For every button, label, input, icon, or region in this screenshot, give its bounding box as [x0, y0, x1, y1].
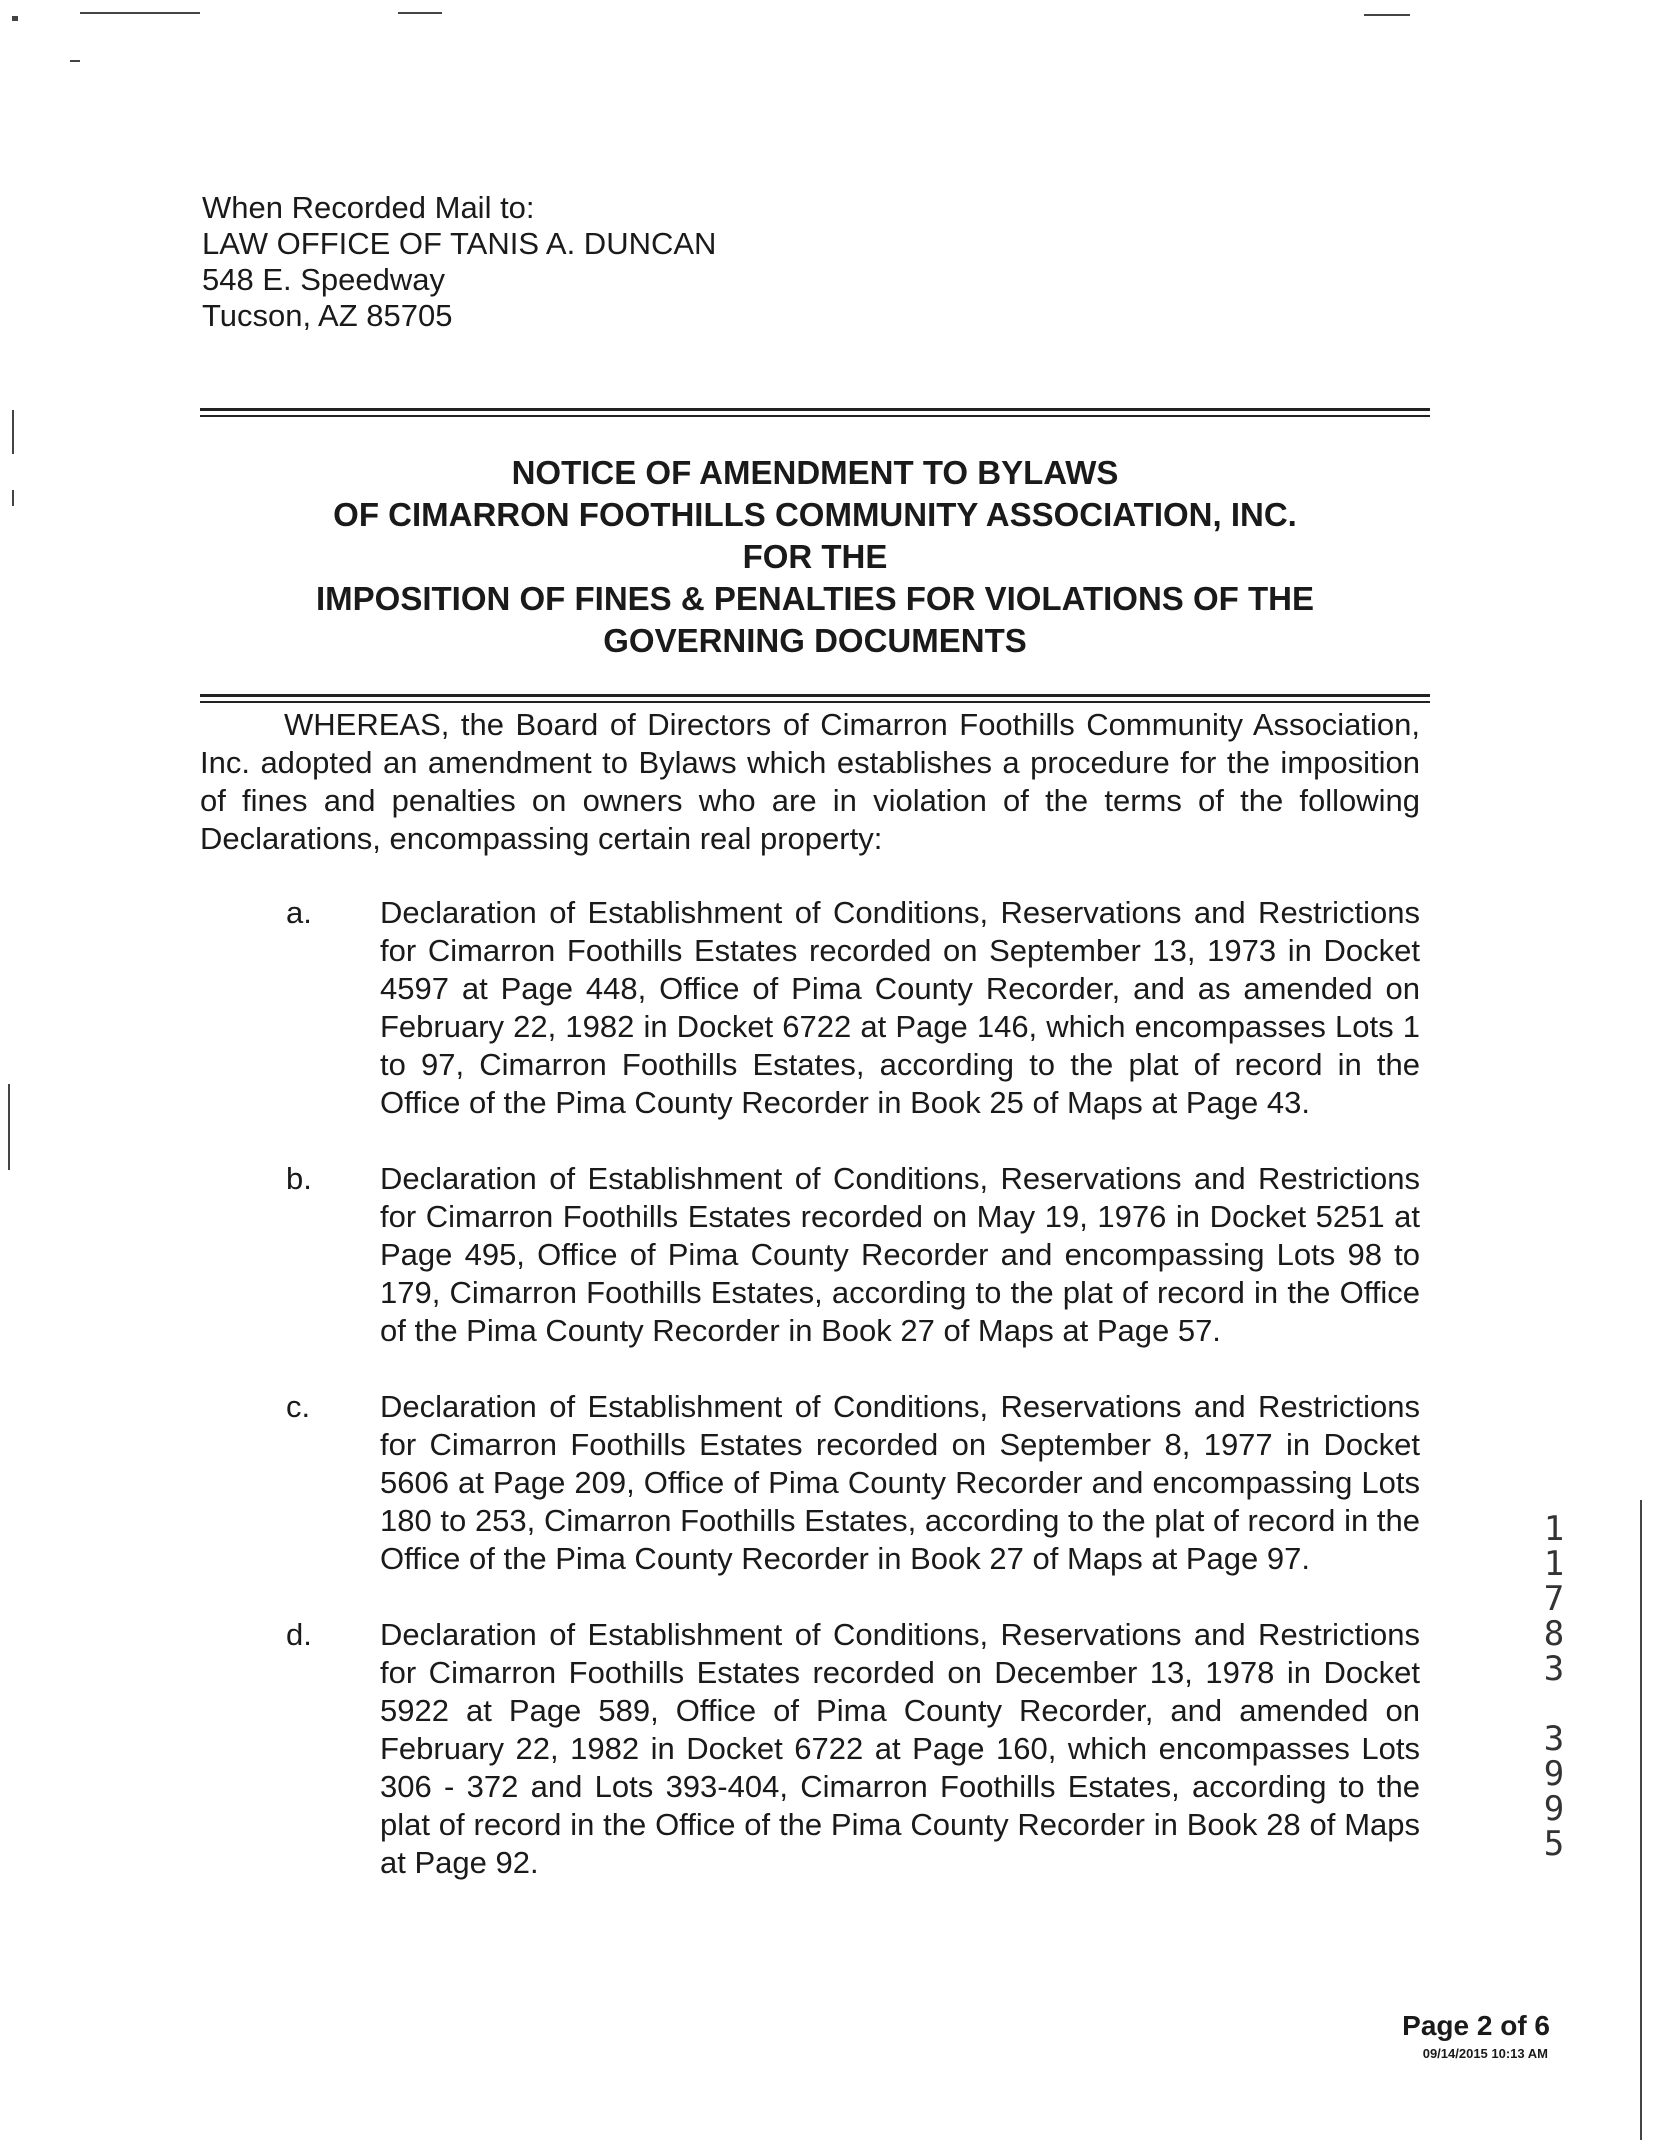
document-heading: [200, 452, 1430, 662]
recording-gap: [1534, 1687, 1574, 1722]
mail-to-label: When Recorded Mail to:: [202, 190, 535, 225]
recording-digit: 3: [1543, 1649, 1565, 1689]
whereas-paragraph: WHEREAS, the Board of Directors of Cimarron Foothills Community Association, Inc. adopted an amendment to Bylaws which establishes a procedure for the imposition of fines and penalties on owners who are in violation of the terms of the following Declarations, encompassing certain real property:: [200, 707, 1420, 856]
list-item-letter: c.: [286, 1389, 311, 1424]
list-item-text: Declaration of Establishment of Conditions, Reservations and Restrictions for Cimarron Foothills Estates recorded on September 13, 1973 in Docket 4597 at Page 448, Office of Pima County Recorder, and as amended on February 22, 1982 in Docket 6722 at Page 146, which encompasses Lots 1 to 97, Cimarron Foothills Estates, according to the plat of record in the Office of the Pima County Recorder in Book 25 of Maps at Page 43.: [380, 895, 1420, 1120]
list-item-letter: a.: [286, 895, 312, 930]
list-item-text: Declaration of Establishment of Conditions, Reservations and Restrictions for Cimarron Foothills Estates recorded on September 8, 1977 in Docket 5606 at Page 209, Office of Pima County Recorder and encompassing Lots 180 to 253, Cimarron Foothills Estates, according to the plat of record in the Office of the Pima County Recorder in Book 27 of Maps at Page 97.: [380, 1389, 1420, 1576]
top-divider: [200, 408, 1430, 417]
recording-digit: 8: [1543, 1614, 1565, 1654]
list-item: [280, 1616, 1420, 1882]
list-item-text: Declaration of Establishment of Conditions, Reservations and Restrictions for Cimarron Foothills Estates recorded on December 13, 1978 in Docket 5922 at Page 589, Office of Pima County Recorder, and amended on February 22, 1982 in Docket 6722 at Page 160, which encompasses Lots 306 - 372 and Lots 393-404, Cimarron Foothills Estates, according to the plat of record in the Office of the Pima County Recorder in Book 28 of Maps at Page 92.: [380, 1617, 1420, 1880]
list-item-letter: d.: [286, 1617, 312, 1652]
recording-number: [1534, 1509, 1574, 1864]
recording-digit: 9: [1543, 1754, 1565, 1794]
heading-line-5: GOVERNING DOCUMENTS: [603, 622, 1027, 659]
heading-divider: [200, 694, 1430, 703]
mail-to-city: Tucson, AZ 85705: [202, 298, 453, 333]
scan-artifact: [8, 1084, 10, 1170]
scan-artifact: [12, 490, 14, 506]
recording-digit: 1: [1543, 1544, 1565, 1584]
mail-to-office: LAW OFFICE OF TANIS A. DUNCAN: [202, 226, 717, 261]
list-item: [280, 1160, 1420, 1350]
page-number: Page 2 of 6: [1402, 2010, 1550, 2041]
list-item-text: Declaration of Establishment of Conditions, Reservations and Restrictions for Cimarron Foothills Estates recorded on May 19, 1976 in Docket 5251 at Page 495, Office of Pima County Recorder and encompassing Lots 98 to 179, Cimarron Foothills Estates, according to the plat of record in the Office of the Pima County Recorder in Book 27 of Maps at Page 57.: [380, 1161, 1420, 1348]
recording-digit: 1: [1543, 1509, 1565, 1549]
mail-to-street: 548 E. Speedway: [202, 262, 446, 297]
scan-artifact: [70, 60, 80, 62]
recording-digit: 9: [1543, 1789, 1565, 1829]
recording-digit: 7: [1543, 1579, 1565, 1619]
print-timestamp: 09/14/2015 10:13 AM: [1422, 2046, 1548, 2061]
scan-artifact: [1640, 1500, 1642, 2140]
heading-line-4: IMPOSITION OF FINES & PENALTIES FOR VIOLATIONS OF THE: [316, 580, 1314, 617]
declarations-list: [280, 894, 1420, 1882]
heading-line-1: NOTICE OF AMENDMENT TO BYLAWS: [511, 454, 1119, 491]
scan-artifact: [12, 16, 18, 21]
scan-artifact: [80, 12, 200, 14]
list-item: [280, 1388, 1420, 1578]
recording-digit: 3: [1543, 1719, 1565, 1759]
heading-line-2: OF CIMARRON FOOTHILLS COMMUNITY ASSOCIATION, INC.: [333, 496, 1297, 533]
scan-artifact: [398, 12, 442, 14]
scan-artifact: [12, 410, 14, 454]
scan-artifact: [1364, 14, 1410, 16]
list-item: [280, 894, 1420, 1122]
list-item-letter: b.: [286, 1161, 312, 1196]
recording-digit: 5: [1543, 1824, 1565, 1864]
mail-to-address: [202, 190, 716, 334]
heading-line-3: FOR THE: [742, 538, 888, 575]
